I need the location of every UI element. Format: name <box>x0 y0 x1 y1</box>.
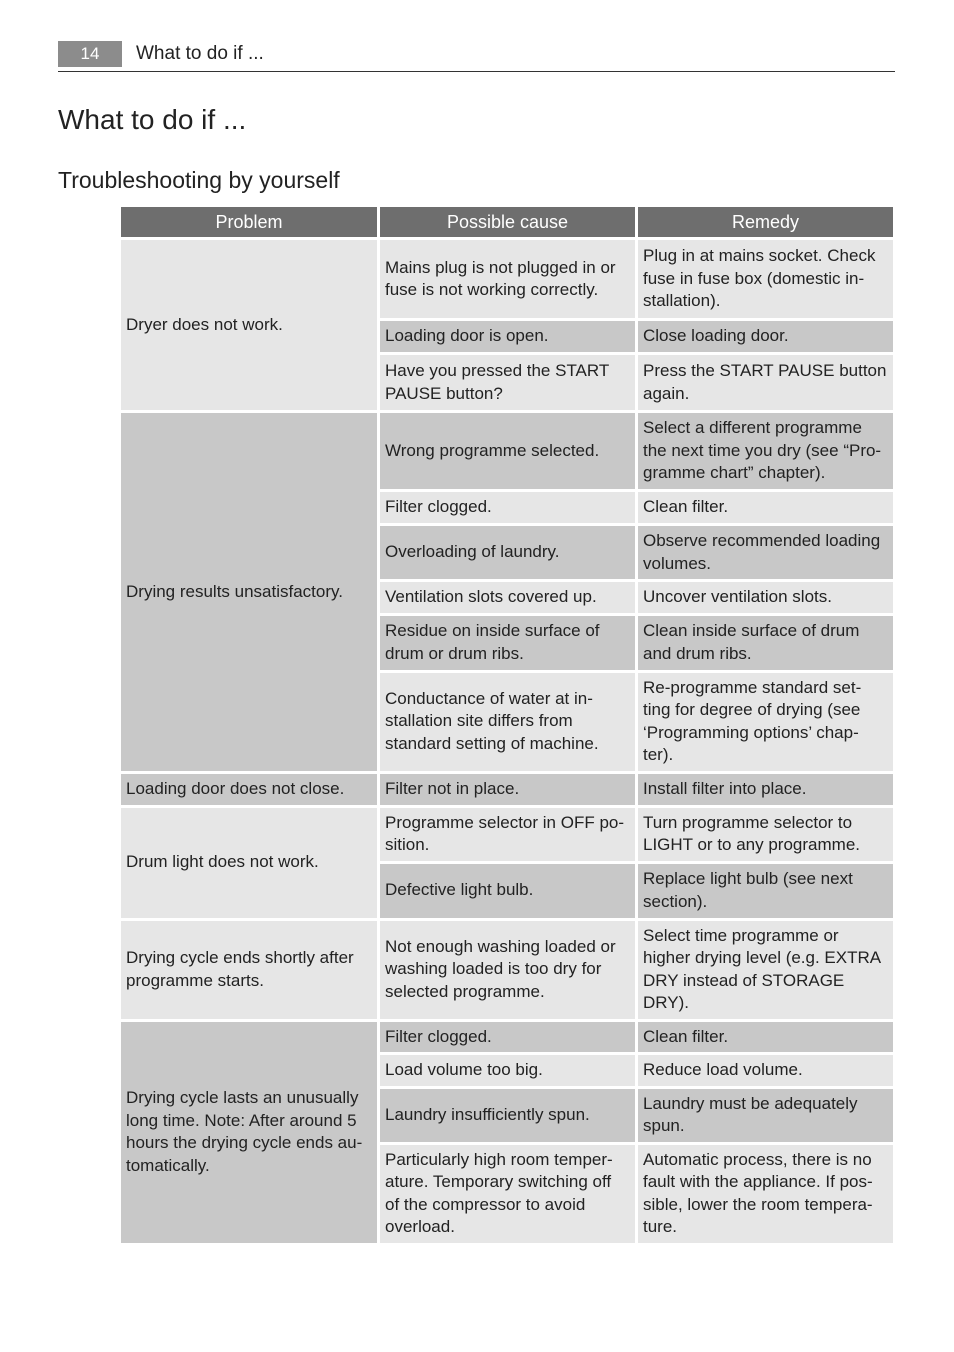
problem-cell: Drying results unsatisfactory. <box>121 413 377 771</box>
column-header-cause: Possible cause <box>380 207 635 237</box>
problem-cell: Dryer does not work. <box>121 240 377 410</box>
problem-cell: Loading door does not close. <box>121 774 377 805</box>
remedy-cell: Press the START PAUSE button again. <box>638 355 893 410</box>
cause-cell: Overloading of laundry. <box>380 526 635 579</box>
table-row <box>121 921 893 1019</box>
remedy-cell: Automatic process, there is no fault with the appliance. If pos-sible, lower the room tempera-ture. <box>638 1145 893 1243</box>
troubleshooting-table <box>118 204 896 1246</box>
problem-cell: Drying cycle ends shortly after programme starts. <box>121 921 377 1019</box>
page-header <box>58 41 895 72</box>
remedy-cell: Replace light bulb (see next section). <box>638 864 893 918</box>
cause-cell: Filter clogged. <box>380 492 635 523</box>
cause-cell: Wrong programme selected. <box>380 413 635 489</box>
problem-cell: Drum light does not work. <box>121 808 377 918</box>
cause-cell: Conductance of water at in-stallation site differs from standard setting of machine. <box>380 673 635 771</box>
cause-cell: Particularly high room temper-ature. Temporary switching off of the compressor to avoid overload. <box>380 1145 635 1243</box>
table-row <box>121 774 893 805</box>
problem-cell: Drying cycle lasts an unusually long time. Note: After around 5 hours the drying cycle ends au-tomatically. <box>121 1022 377 1243</box>
running-title: What to do if ... <box>136 43 264 64</box>
remedy-cell: Clean inside surface of drum and drum ribs. <box>638 616 893 670</box>
remedy-cell: Laundry must be adequately spun. <box>638 1089 893 1142</box>
remedy-cell: Close loading door. <box>638 321 893 352</box>
cause-cell: Defective light bulb. <box>380 864 635 918</box>
remedy-cell: Reduce load volume. <box>638 1055 893 1086</box>
cause-cell: Laundry insufficiently spun. <box>380 1089 635 1142</box>
table-header-row <box>121 207 893 237</box>
table-row <box>121 413 893 489</box>
remedy-cell: Select time programme or higher drying level (e.g. EXTRA DRY instead of STORAGE DRY). <box>638 921 893 1019</box>
page-number: 14 <box>58 41 122 67</box>
column-header-remedy: Remedy <box>638 207 893 237</box>
remedy-cell: Select a different programme the next time you dry (see “Pro-gramme chart” chapter). <box>638 413 893 489</box>
remedy-cell: Clean filter. <box>638 1022 893 1053</box>
remedy-cell: Re-programme standard set-ting for degree of drying (see ‘Programming options’ chap-ter). <box>638 673 893 771</box>
table-row <box>121 240 893 318</box>
remedy-cell: Turn programme selector to LIGHT or to any programme. <box>638 808 893 861</box>
page-title: What to do if ... <box>58 104 247 135</box>
cause-cell: Not enough washing loaded or washing loaded is too dry for selected programme. <box>380 921 635 1019</box>
remedy-cell: Observe recommended loading volumes. <box>638 526 893 579</box>
cause-cell: Programme selector in OFF po-sition. <box>380 808 635 861</box>
cause-cell: Filter not in place. <box>380 774 635 805</box>
cause-cell: Ventilation slots covered up. <box>380 582 635 613</box>
remedy-cell: Uncover ventilation slots. <box>638 582 893 613</box>
remedy-cell: Install filter into place. <box>638 774 893 805</box>
section-title: Troubleshooting by yourself <box>58 167 340 193</box>
table-row <box>121 1022 893 1053</box>
column-header-problem: Problem <box>121 207 377 237</box>
remedy-cell: Plug in at mains socket. Check fuse in fuse box (domestic in-stallation). <box>638 240 893 318</box>
cause-cell: Load volume too big. <box>380 1055 635 1086</box>
remedy-cell: Clean filter. <box>638 492 893 523</box>
cause-cell: Residue on inside surface of drum or drum ribs. <box>380 616 635 670</box>
cause-cell: Have you pressed the START PAUSE button? <box>380 355 635 410</box>
cause-cell: Loading door is open. <box>380 321 635 352</box>
cause-cell: Mains plug is not plugged in or fuse is not working correctly. <box>380 240 635 318</box>
cause-cell: Filter clogged. <box>380 1022 635 1053</box>
table-row <box>121 808 893 861</box>
